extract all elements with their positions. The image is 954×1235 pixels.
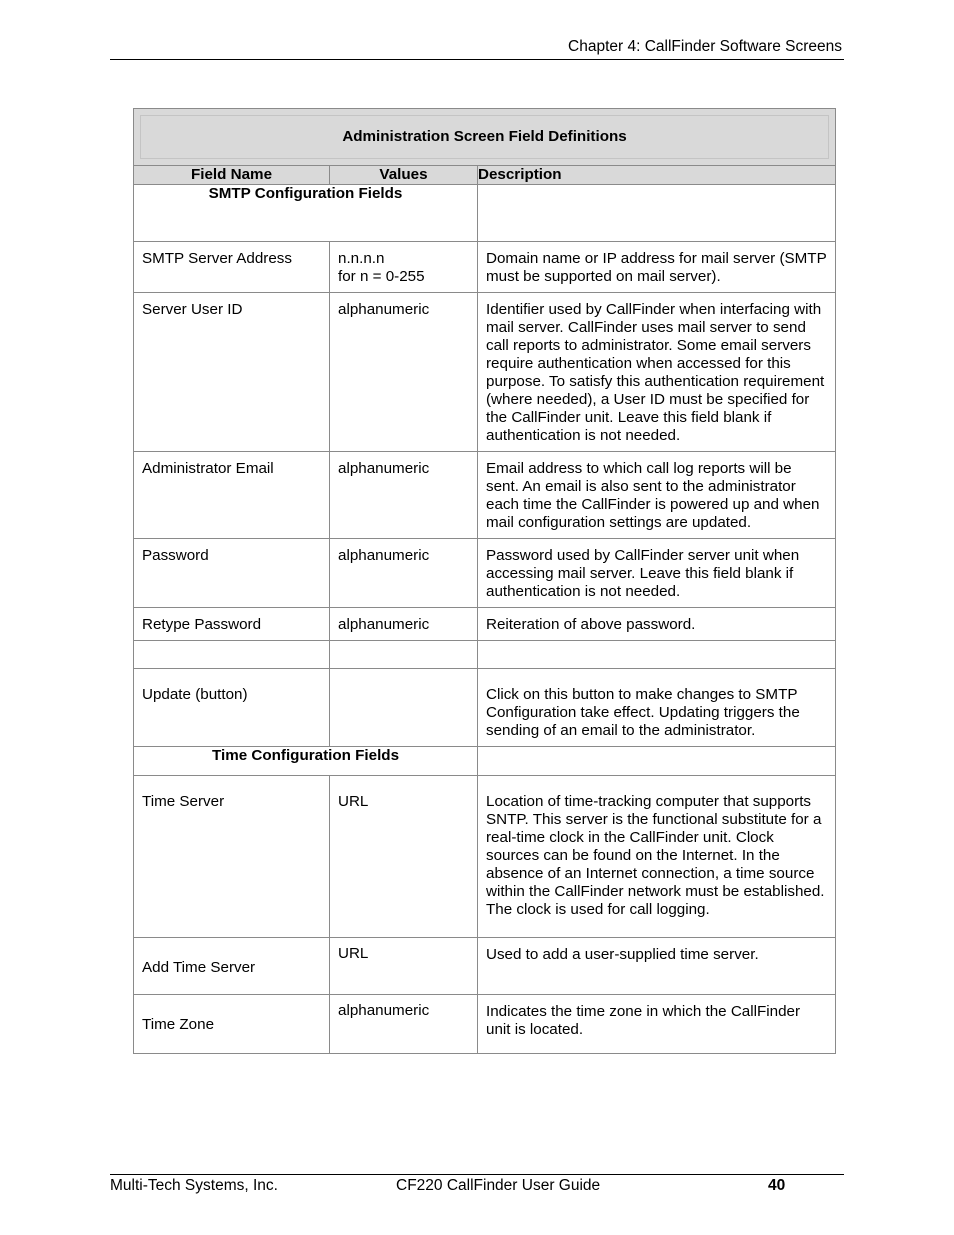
section-blank-cell	[478, 747, 836, 776]
field-values: URL	[338, 793, 369, 810]
field-name: Administrator Email	[142, 460, 274, 477]
field-values: alphanumeric	[338, 301, 430, 318]
field-name: SMTP Server Address	[142, 250, 292, 267]
field-values: alphanumeric	[338, 616, 430, 633]
field-name: Time Zone	[142, 1016, 215, 1033]
value-line: for n = 0-255	[338, 268, 425, 285]
field-name: Password	[142, 547, 209, 564]
field-description: Reiteration of above password.	[486, 616, 696, 633]
section-label-time: Time Configuration Fields	[134, 747, 478, 776]
table-row	[134, 539, 836, 608]
field-values	[330, 242, 477, 292]
field-name: Update (button)	[142, 686, 248, 703]
field-definitions-table	[133, 108, 836, 1054]
table-row	[134, 242, 836, 293]
field-name: Time Server	[142, 793, 225, 810]
field-values: URL	[338, 945, 369, 962]
field-description: Identifier used by CallFinder when interfacing with mail server. CallFinder uses mail server to send call reports to administrator. Some email servers require authentication when accessed for this purpose. To satisfy this authentication requirement (where needed), a User ID must be specified for the CallFinder unit. Leave this field blank if authentication is not needed.	[486, 301, 825, 444]
footer-company: Multi-Tech Systems, Inc.	[110, 1177, 278, 1194]
table-row	[134, 293, 836, 452]
field-description: Used to add a user-supplied time server.	[486, 946, 759, 963]
field-description: Password used by CallFinder server unit when accessing mail server. Leave this field blank if authentication is not needed.	[486, 547, 800, 600]
value-line: n.n.n.n	[338, 250, 385, 267]
field-values: alphanumeric	[338, 1002, 430, 1019]
page-number: 40	[768, 1177, 786, 1194]
table-row	[134, 669, 836, 747]
footer-guide-title: CF220 CallFinder User Guide	[396, 1177, 601, 1194]
header-rule	[110, 59, 844, 60]
footer-rule	[110, 1174, 844, 1175]
field-name: Server User ID	[142, 301, 243, 318]
field-description: Domain name or IP address for mail server (SMTP must be supported on mail server).	[486, 250, 827, 285]
field-name: Retype Password	[142, 616, 262, 633]
column-header-field-name: Field Name	[134, 166, 330, 185]
field-values	[330, 669, 477, 692]
table-row	[134, 452, 836, 539]
field-values: alphanumeric	[338, 547, 430, 564]
column-header-description: Description	[478, 166, 836, 185]
field-description: Indicates the time zone in which the CallFinder unit is located.	[486, 1003, 801, 1038]
chapter-header: Chapter 4: CallFinder Software Screens	[568, 38, 842, 55]
section-blank-cell	[478, 185, 836, 242]
section-label-smtp: SMTP Configuration Fields	[134, 185, 478, 242]
column-header-values: Values	[330, 166, 478, 185]
field-name: Add Time Server	[142, 959, 256, 976]
table-row	[134, 776, 836, 938]
table-row	[134, 608, 836, 641]
table-row-empty	[134, 641, 836, 669]
field-description: Email address to which call log reports will be sent. An email is also sent to the administrator each time the CallFinder is powered up and when mail configuration settings are updated.	[486, 460, 820, 531]
field-description: Location of time-tracking computer that supports SNTP. This server is the functional substitute for a real-time clock in the CallFinder unit. Clock sources can be found on the Internet. In the absence of an Internet connection, a time source within the CallFinder network must be established. The clock is used for call logging.	[486, 793, 825, 918]
table-row	[134, 995, 836, 1054]
field-description: Click on this button to make changes to SMTP Configuration take effect. Updating triggers the sending of an email to the administrator.	[486, 686, 800, 739]
field-values: alphanumeric	[338, 460, 430, 477]
table-row	[134, 938, 836, 995]
table-title: Administration Screen Field Definitions	[134, 109, 836, 166]
